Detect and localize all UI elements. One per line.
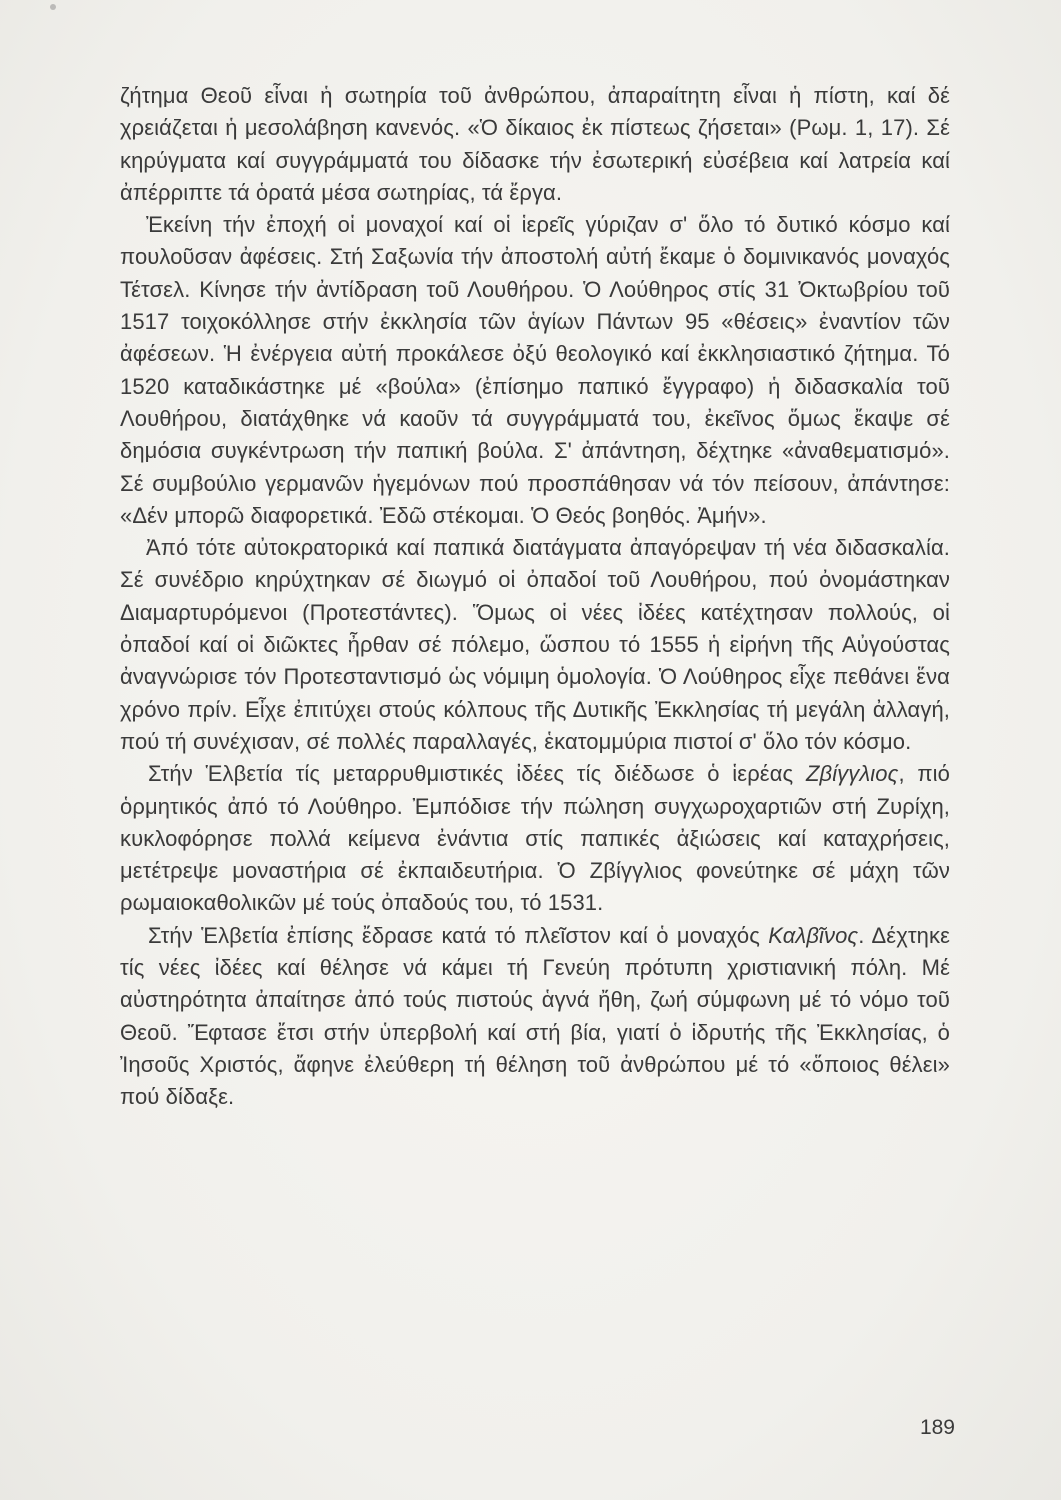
italic-name: Ζβίγγλιος: [805, 761, 899, 787]
body-text: [120, 80, 950, 1114]
text-segment: . Δέχτηκε τίς νέες ἰδέες καί θέλησε νά κάμει τή Γενεύη πρότυπη χριστιανική πόλη. Μέ αὐστηρότητα ἀπαίτησε ἀπό τούς πιστούς ἁγνά ἤθη, ζωή σύμφωνη μέ τό νόμο τοῦ Θεοῦ. Ἔφτασε ἔτσι στήν ὑπερβολή καί στή βία, γιατί ὁ ἱδρυτής τῆς Ἐκκλησίας, ὁ Ἰησοῦς Χριστός, ἄφηνε ἐλεύθερη τή θέληση τοῦ ἀνθρώπου μέ τό «ὅποιος θέλει» πού δίδαξε.: [120, 922, 950, 1110]
paragraph: [120, 80, 950, 209]
paragraph: [120, 532, 950, 758]
text-segment: Στήν Ἑλβετία ἐπίσης ἔδρασε κατά τό πλεῖστον καί ὁ μοναχός: [148, 922, 769, 948]
paragraph: [120, 209, 950, 532]
page-number: 189: [919, 1416, 955, 1439]
scan-dust-mark: [50, 4, 56, 10]
paragraph: [120, 920, 950, 1114]
text-segment: ζήτημα Θεοῦ εἶναι ἡ σωτηρία τοῦ ἀνθρώπου, ἀπαραίτητη εἶναι ἡ πίστη, καί δέ χρειάζεται ἡ μεσολάβηση κανενός. «Ὁ δίκαιος ἐκ πίστεως ζήσεται» (Ρωμ. 1, 17). Σέ κηρύγματα καί συγγράμματά του δίδασκε τήν ἐσωτερική εὐσέβεια καί λατρεία καί ἀπέρριπτε τά ὁρατά μέσα σωτηρίας, τά ἔργα.: [120, 83, 950, 205]
text-segment: , πιό ὁρμητικός ἀπό τό Λούθηρο. Ἐμπόδισε τήν πώληση συγχωροχαρτιῶν στή Ζυρίχη, κυκλοφόρησε πολλά κείμενα ἐνάντια στίς παπικές ἀξιώσεις καί καταχρήσεις, μετέτρεψε μοναστήρια σέ ἐκπαιδευτήρια. Ὁ Ζβίγγλιος φονεύτηκε σέ μάχη τῶν ρωμαιοκαθολικῶν μέ τούς ὀπαδούς του, τό 1531.: [120, 761, 950, 916]
text-segment: Στήν Ἑλβετία τίς μεταρρυθμιστικές ἰδέες τίς διέδωσε ὁ ἱερέας: [148, 761, 806, 787]
paragraph: [120, 758, 950, 919]
italic-name: Καλβῖνος: [768, 922, 859, 948]
text-segment: Ἐκείνη τήν ἐποχή οἱ μοναχοί καί οἱ ἱερεῖς γύριζαν σ' ὅλο τό δυτικό κόσμο καί πουλοῦσαν ἀφέσεις. Στή Σαξωνία τήν ἀποστολή αὐτή ἔκαμε ὁ δομινικανός μοναχός Τέτσελ. Κίνησε τήν ἀντίδραση τοῦ Λουθήρου. Ὁ Λούθηρος στίς 31 Ὀκτωβρίου τοῦ 1517 τοιχοκόλλησε στήν ἐκκλησία τῶν ἁγίων Πάντων 95 «θέσεις» ἐναντίον τῶν ἀφέσεων. Ἡ ἐνέργεια αὐτή προκάλεσε ὀξύ θεολογικό καί ἐκκλησιαστικό ζήτημα. Τό 1520 καταδικάστηκε μέ «βούλα» (ἐπίσημο παπικό ἔγγραφο) ἡ διδασκαλία τοῦ Λουθήρου, διατάχθηκε νά καοῦν τά συγγράμματά του, ἐκεῖνος ὅμως ἔκαψε σέ δημόσια συγκέντρωση τήν παπική βούλα. Σ' ἀπάντηση, δέχτηκε «ἀναθεματισμό». Σέ συμβούλιο γερμανῶν ἡγεμόνων πού προσπάθησαν νά τόν πείσουν, ἀπάντησε: «Δέν μπορῶ διαφορετικά. Ἐδῶ στέκομαι. Ὁ Θεός βοηθός. Ἀμήν».: [120, 212, 950, 528]
text-segment: Ἀπό τότε αὐτοκρατορικά καί παπικά διατάγματα ἀπαγόρεψαν τή νέα διδασκαλία. Σέ συνέδριο κηρύχτηκαν σέ διωγμό οἱ ὀπαδοί τοῦ Λουθήρου, πού ὀνομάστηκαν Διαμαρτυρόμενοι (Προτεστάντες). Ὅμως οἱ νέες ἰδέες κατέχτησαν πολλούς, οἱ ὀπαδοί καί οἱ διῶκτες ἦρθαν σέ πόλεμο, ὥσπου τό 1555 ἡ εἰρήνη τῆς Αὐγούστας ἀναγνώρισε τόν Προτεσταντισμό ὡς νόμιμη ὁμολογία. Ὁ Λούθηρος εἶχε πεθάνει ἕνα χρόνο πρίν. Εἶχε ἐπιτύχει στούς κόλπους τῆς Δυτικῆς Ἐκκλησίας τή μεγάλη ἀλλαγή, πού τή συνέχισαν, σέ πολλές παραλλαγές, ἑκατομμύρια πιστοί σ' ὅλο τόν κόσμο.: [120, 535, 950, 754]
